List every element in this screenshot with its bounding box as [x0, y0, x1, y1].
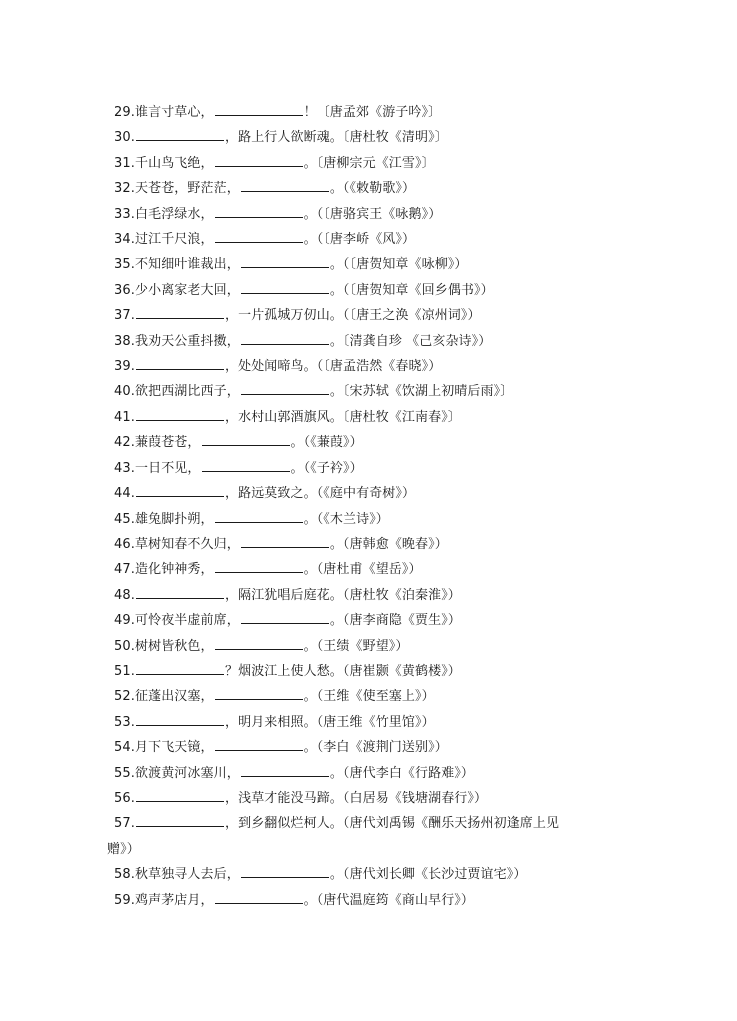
answer-blank[interactable]: [241, 863, 329, 878]
question-item: [113, 100, 623, 125]
question-number: 59.: [114, 892, 135, 908]
question-item: [113, 252, 623, 277]
question-suffix: 。（《敕勒歌》）: [329, 181, 416, 197]
question-suffix: 。（《子衿》）: [290, 460, 363, 476]
answer-blank[interactable]: [215, 736, 303, 751]
question-prefix: 少小离家老大回，: [135, 282, 240, 298]
question-suffix: ？烟波江上使人愁。（唐崔颢《黄鹤楼》）: [225, 663, 461, 679]
question-number: 35.: [114, 257, 135, 273]
question-suffix: ，隔江犹唱后庭花。（唐杜牧《泊秦淮》）: [225, 587, 461, 603]
answer-blank[interactable]: [215, 635, 303, 650]
question-suffix: ，浅草才能没马蹄。（白居易《钱塘湖春行》）: [225, 790, 488, 806]
question-item: [113, 684, 623, 709]
question-number: 57.: [114, 816, 135, 832]
question-item: [113, 329, 623, 354]
question-number: 43.: [114, 460, 135, 476]
answer-blank[interactable]: [136, 812, 224, 827]
question-suffix: 。（唐代刘长卿《长沙过贾谊宅》）: [329, 867, 527, 883]
question-number: 42.: [114, 435, 135, 451]
question-number: 56.: [114, 790, 135, 806]
answer-blank[interactable]: [215, 101, 303, 116]
question-number: 38.: [114, 333, 135, 349]
question-item: [113, 634, 623, 659]
answer-blank[interactable]: [215, 228, 303, 243]
question-number: 46.: [114, 536, 135, 552]
question-prefix: 雄兔脚扑朔，: [135, 511, 214, 527]
question-suffix: 。（《蒹葭》）: [290, 435, 363, 451]
question-item: [113, 888, 623, 913]
question-number: 37.: [114, 308, 135, 324]
question-item: [113, 507, 623, 532]
question-item: [113, 354, 623, 379]
question-number: 33.: [114, 206, 135, 222]
question-item: [113, 710, 623, 735]
question-number: 29.: [114, 105, 135, 120]
question-suffix: 。（唐韩愈《晚春》）: [329, 536, 448, 552]
answer-blank[interactable]: [215, 889, 303, 904]
question-number: 36.: [114, 282, 135, 298]
question-prefix: 天苍苍，野茫茫，: [135, 181, 240, 197]
question-suffix: 。（〔唐贺知章《回乡偶书》）: [329, 282, 494, 298]
answer-blank[interactable]: [202, 431, 290, 446]
answer-blank[interactable]: [241, 762, 329, 777]
question-continuation: 赠》）: [107, 841, 140, 857]
question-item: [113, 557, 623, 582]
answer-blank[interactable]: [136, 355, 224, 370]
question-number: 40.: [114, 384, 135, 400]
question-prefix: 可怜夜半虚前席，: [135, 613, 240, 629]
question-suffix: 。（唐李商隐《贾生》）: [329, 613, 461, 629]
question-prefix: 蒹葭苍苍，: [135, 435, 201, 451]
question-number: 47.: [114, 562, 135, 578]
question-item: [113, 761, 623, 786]
answer-blank[interactable]: [215, 203, 303, 218]
question-suffix: 。（唐代李白《行路难》）: [329, 765, 475, 781]
question-item: [113, 481, 623, 506]
question-number: 34.: [114, 232, 135, 248]
answer-blank[interactable]: [136, 304, 224, 319]
question-item: [113, 456, 623, 481]
question-prefix: 欲渡黄河冰塞川，: [135, 765, 240, 781]
answer-blank[interactable]: [241, 609, 329, 624]
answer-blank[interactable]: [136, 584, 224, 599]
question-prefix: 月下飞天镜，: [135, 740, 214, 756]
question-prefix: 过江千尺浪，: [135, 232, 214, 248]
question-suffix: ！〔唐孟郊《游子吟》〕: [303, 105, 442, 120]
answer-blank[interactable]: [215, 152, 303, 167]
question-item: [113, 379, 623, 404]
question-item: [113, 786, 623, 811]
question-item: [113, 278, 623, 303]
question-suffix: 。（〔唐李峤《风》）: [303, 232, 416, 248]
question-prefix: 千山鸟飞绝，: [135, 155, 214, 171]
answer-blank[interactable]: [241, 533, 329, 548]
question-number: 55.: [114, 765, 135, 781]
question-prefix: 欲把西湖比西子，: [135, 384, 240, 400]
answer-blank[interactable]: [215, 508, 303, 523]
question-number: 39.: [114, 359, 135, 375]
answer-blank[interactable]: [241, 253, 329, 268]
question-number: 50.: [114, 638, 135, 654]
question-prefix: 鸡声茅店月，: [135, 892, 214, 908]
question-suffix: 。（王维《使至塞上》）: [303, 689, 435, 705]
question-suffix: ，到乡翻似烂柯人。（唐代刘禹锡《酬乐天扬州初逢席上见: [225, 816, 560, 832]
answer-blank[interactable]: [215, 558, 303, 573]
question-number: 58.: [114, 867, 135, 883]
answer-blank[interactable]: [241, 330, 329, 345]
question-item: [113, 227, 623, 252]
question-suffix: ，一片孤城万仞山。（〔唐王之涣《凉州词》）: [225, 308, 481, 324]
question-item: [113, 583, 623, 608]
question-item: [113, 659, 623, 684]
question-item: [113, 125, 623, 150]
question-prefix: 白毛浮绿水，: [135, 206, 214, 222]
question-number: 31.: [114, 155, 135, 171]
question-suffix: 。〔唐柳宗元《江雪》〕: [303, 155, 435, 171]
answer-blank[interactable]: [136, 787, 224, 802]
question-number: 48.: [114, 587, 135, 603]
question-suffix: ，路远莫致之。（《庭中有奇树》）: [225, 486, 416, 502]
question-prefix: 一日不见，: [135, 460, 201, 476]
question-number: 54.: [114, 740, 135, 756]
question-prefix: 秋草独寻人去后，: [135, 867, 240, 883]
question-suffix: 。（王绩《野望》）: [303, 638, 409, 654]
question-suffix: 。（唐代温庭筠《商山早行》）: [303, 892, 475, 908]
question-suffix: ，明月来相照。（唐王维《竹里馆》）: [225, 714, 435, 730]
answer-blank[interactable]: [241, 279, 329, 294]
question-item: [113, 405, 623, 430]
question-item: [113, 430, 623, 455]
question-prefix: 征蓬出汉塞，: [135, 689, 214, 705]
question-number: 49.: [114, 613, 135, 629]
question-suffix: 。（〔唐骆宾王《咏鹅》）: [303, 206, 442, 222]
question-item: [113, 202, 623, 227]
question-item: [113, 303, 623, 328]
question-prefix: 不知细叶谁裁出，: [135, 257, 240, 273]
question-prefix: 谁言寸草心，: [135, 105, 214, 120]
question-number: 41.: [114, 409, 135, 425]
question-number: 32.: [114, 181, 135, 197]
question-suffix: 。〔宋苏轼《饮湖上初晴后雨》〕: [329, 384, 514, 400]
answer-blank[interactable]: [136, 711, 224, 726]
question-list: [107, 100, 623, 913]
question-item: [113, 176, 623, 201]
question-suffix: 。（唐杜甫《望岳》）: [303, 562, 422, 578]
question-item: [113, 735, 623, 760]
answer-blank[interactable]: [136, 660, 224, 675]
question-suffix: 。（《木兰诗》）: [303, 511, 389, 527]
question-item: [113, 532, 623, 557]
question-number: 45.: [114, 511, 135, 527]
question-suffix: ，处处闻啼鸟。（〔唐孟浩然《春晓》）: [225, 359, 442, 375]
question-suffix: ，水村山郭酒旗风。〔唐杜牧《江南春》〕: [225, 409, 461, 425]
question-suffix: 。（李白《渡荆门送别》）: [303, 740, 448, 756]
question-suffix: 。（〔唐贺知章《咏柳》）: [329, 257, 468, 273]
question-item: [113, 608, 623, 633]
question-number: 52.: [114, 689, 135, 705]
question-number: 30.: [114, 130, 135, 146]
answer-blank[interactable]: [136, 126, 224, 141]
answer-blank[interactable]: [215, 685, 303, 700]
answer-blank[interactable]: [241, 380, 329, 395]
question-suffix: ，路上行人欲断魂。〔唐杜牧《清明》〕: [225, 130, 448, 146]
question-prefix: 树树皆秋色，: [135, 638, 214, 654]
answer-blank[interactable]: [202, 457, 290, 472]
question-item: [107, 811, 623, 862]
question-number: 51.: [114, 663, 135, 679]
question-number: 53.: [114, 714, 135, 730]
question-prefix: 草树知春不久归，: [135, 536, 240, 552]
question-number: 44.: [114, 486, 135, 502]
answer-blank[interactable]: [136, 482, 224, 497]
answer-blank[interactable]: [241, 177, 329, 192]
question-suffix: 。〔清龚自珍 《己亥杂诗》）: [329, 333, 492, 349]
question-prefix: 造化钟神秀，: [135, 562, 214, 578]
answer-blank[interactable]: [136, 406, 224, 421]
question-item: [113, 862, 623, 887]
question-item: [113, 151, 623, 176]
question-prefix: 我劝天公重抖擞，: [135, 333, 240, 349]
